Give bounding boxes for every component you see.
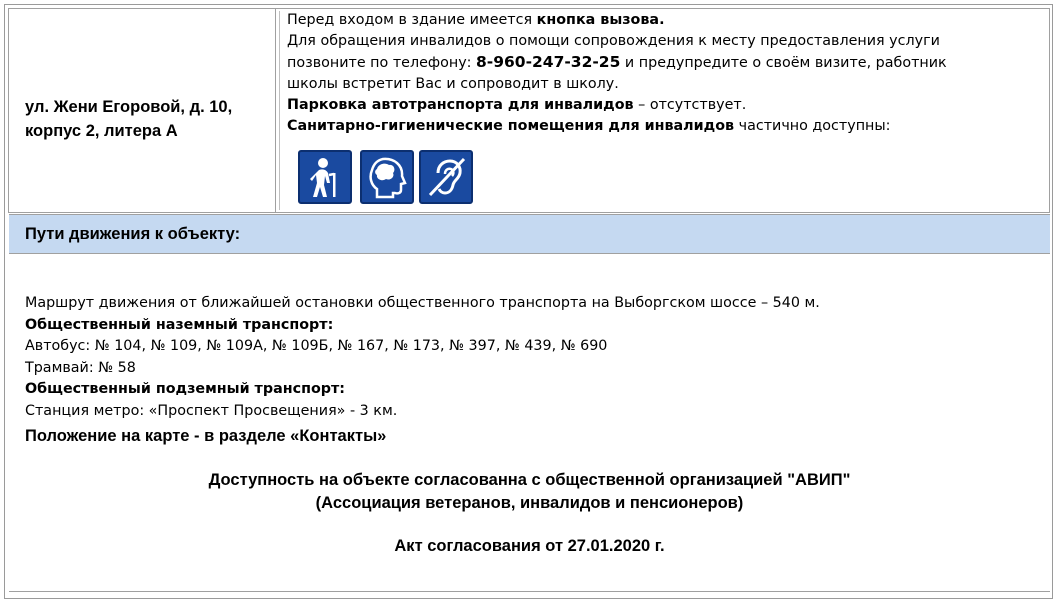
call-button-text: кнопка вызова.	[536, 12, 665, 28]
sanitary-line: Санитарно-гигиенические помещения для инвалидов частично доступны:	[287, 118, 891, 134]
underground-transport-heading: Общественный подземный транспорт:	[25, 381, 346, 398]
parking-line: Парковка автотранспорта для инвалидов – отсутствует.	[287, 97, 747, 113]
section-title: Пути движения к объекту:	[25, 225, 241, 243]
bus-routes: Автобус: № 104, № 109, № 109А, № 109Б, № 167, № 173, № 397, № 439, № 690	[25, 338, 608, 355]
section-header	[9, 214, 1050, 254]
agreement-line-1: Доступность на объекте согласованна с общественной организацией "АВИП"	[208, 471, 851, 489]
address-text: ул. Жени Егоровой, д. 10, корпус 2, литера А	[25, 98, 233, 140]
call-button-line: Перед входом в здание имеется кнопка вызова.	[287, 12, 665, 28]
map-location-text: Положение на карте - в разделе «Контакты»	[25, 427, 387, 445]
meet-line: школы встретит Вас и сопроводит в школу.	[287, 76, 619, 92]
address-cell	[9, 9, 276, 212]
phone-number: 8-960-247-32-25	[476, 53, 621, 71]
ground-transport-heading: Общественный наземный транспорт:	[25, 316, 334, 333]
route-distance: Маршрут движения от ближайшей остановки общественного транспорта на Выборгском шоссе – 540 м.	[25, 295, 820, 311]
agreement-line-2: (Ассоциация ветеранов, инвалидов и пенсионеров)	[315, 494, 744, 512]
assistance-line: Для обращения инвалидов о помощи сопровождения к месту предоставления услуги	[287, 33, 940, 49]
agreement-act: Акт согласования от 27.01.2020 г.	[394, 537, 665, 555]
phone-line: позвоните по телефону: 8-960-247-32-25 и предупредите о своём визите, работник	[287, 53, 947, 71]
mental-disability-icon	[360, 150, 414, 204]
accessibility-info	[287, 10, 1047, 137]
tram-routes: Трамвай: № 58	[25, 359, 136, 376]
elderly-person-icon	[298, 150, 352, 204]
metro-station: Станция метро: «Проспект Просвещения» - 3 км.	[25, 402, 398, 419]
route-info	[25, 293, 1025, 423]
hearing-impaired-icon	[419, 150, 473, 204]
